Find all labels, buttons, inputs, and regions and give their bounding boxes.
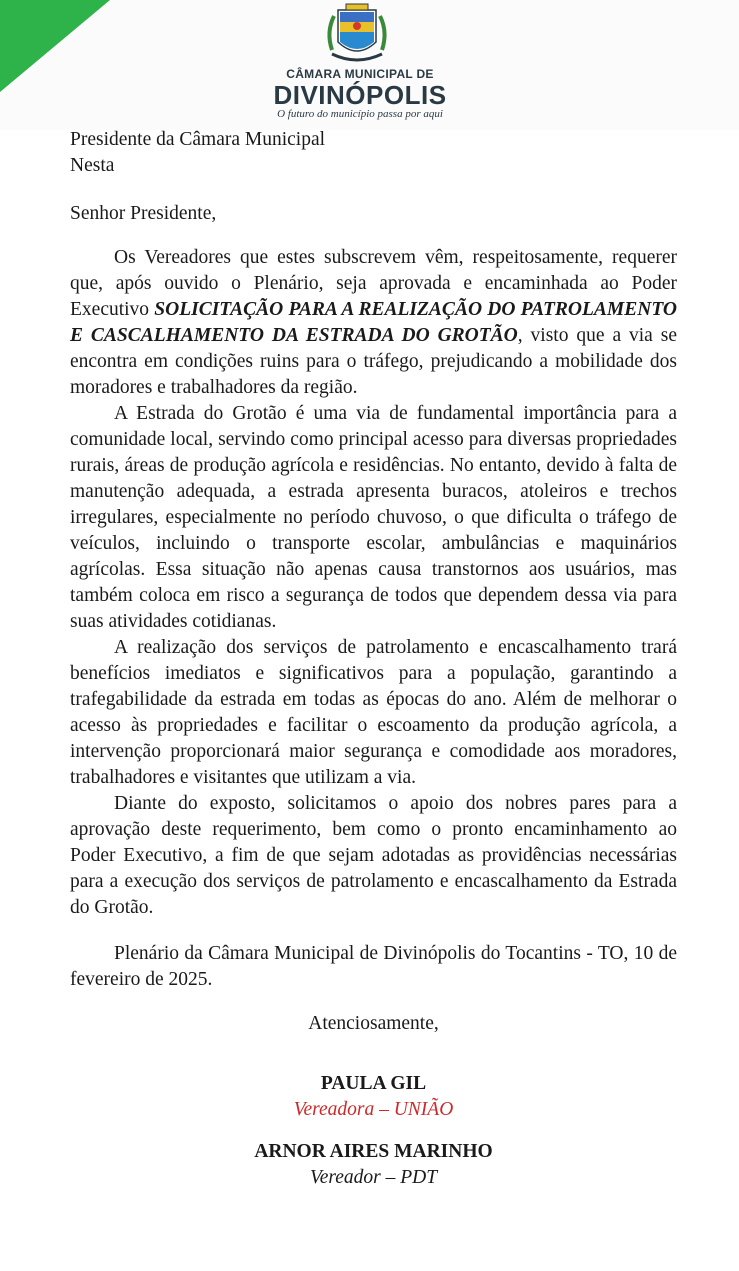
request-title: SOLICITAÇÃO PARA A REALIZAÇÃO DO PATROLAMENTO E CASCALHAMENTO DA ESTRADA DO GROTÃO [70,299,677,346]
letter-body [70,127,677,1191]
paragraph-1-rest: , visto que a via se encontra em condições ruins para o tráfego, prejudicando a mobilidade dos moradores e trabalhadores da região. [70,325,677,398]
logo-line2: DIVINÓPOLIS [273,80,447,110]
addressee-line2: Nesta [70,155,115,176]
signature-role-2: Vereador – PDT [309,1167,438,1188]
paragraph-4: Diante do exposto, solicitamos o apoio dos nobres pares para a aprovação deste requerimento, bem como o pronto encaminhamento ao Poder Executivo, a fim de que sejam adotadas as providências necessárias para a execução dos serviços de patrolamento e encascalhamento da Estrada do Grotão. [70,793,677,918]
regards: Atenciosamente, [308,1013,439,1034]
signature-name-2: ARNOR AIRES MARINHO [254,1141,493,1162]
salutation: Senhor Presidente, [70,203,217,224]
addressee-line1: Presidente da Câmara Municipal [70,129,326,150]
paragraph-1-intro: Os Vereadores que estes subscrevem vêm, respeitosamente, requerer que, após ouvido o Plenário, seja aprovada e encaminhada ao Poder Executivo [70,247,677,320]
place-and-date: Plenário da Câmara Municipal de Divinópolis do Tocantins - TO, 10 de fevereiro de 2025. [70,943,677,990]
paragraph-1 [70,245,677,401]
signature-name-1: PAULA GIL [320,1073,427,1094]
letterhead [0,0,739,130]
chamber-logo [270,0,450,130]
logo-line1: CÂMARA MUNICIPAL DE [286,67,434,81]
signature-role-1: Vereadora – UNIÃO [293,1099,454,1120]
paragraph-3: A realização dos serviços de patrolamento e encascalhamento trará benefícios imediatos e significativos para a população, garantindo a trafegabilidade da estrada em todas as épocas do ano. Além de melhorar o acesso às propriedades e facilitar o escoamento da produção agrícola, a intervenção proporcionará maior segurança e comodidade aos moradores, trabalhadores e visitantes que utilizam a via. [70,637,677,788]
paragraph-2: A Estrada do Grotão é uma via de fundamental importância para a comunidade local, servindo como principal acesso para diversas propriedades rurais, áreas de produção agrícola e residências. No entanto, devido à falta de manutenção adequada, a estrada apresenta buracos, atoleiros e trechos irregulares, especialmente no período chuvoso, o que dificulta o tráfego de veículos, incluindo o transporte escolar, ambulâncias e maquinários agrícolas. Essa situação não apenas causa transtornos aos usuários, mas também coloca em risco a segurança de todos que dependem dessa via para suas atividades cotidianas. [70,403,677,632]
logo-tagline: O futuro do município passa por aqui [277,108,443,120]
municipal-crest-icon [316,2,398,66]
green-corner-triangle [0,0,110,92]
